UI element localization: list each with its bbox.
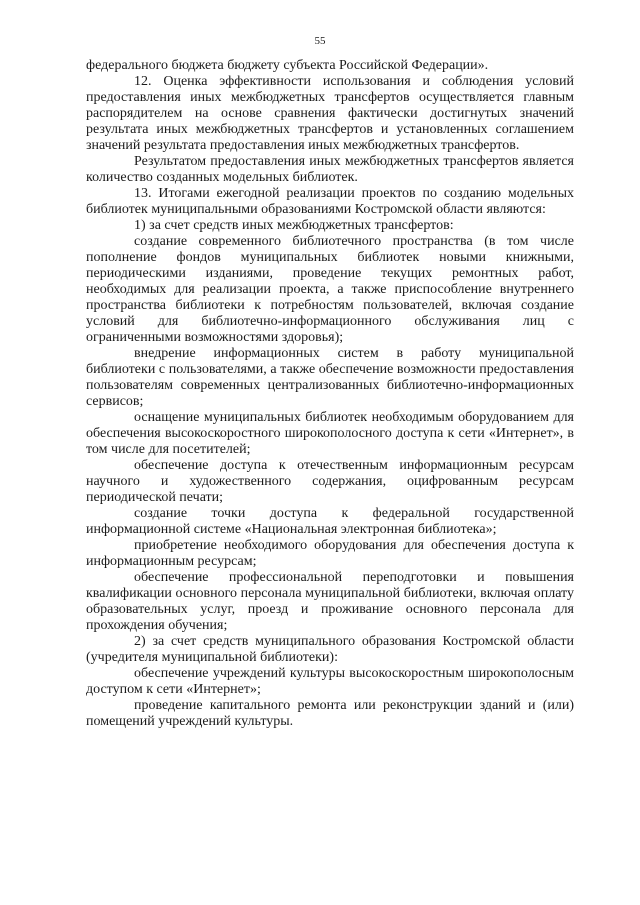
paragraph-equipment-purchase: приобретение необходимого оборудования для обеспечения доступа к информационным ресурсам;	[86, 538, 574, 569]
paragraph-subitem-2: 2) за счет средств муниципального образования Костромской области (учредителя муниципальной библиотеки):	[86, 634, 574, 665]
paragraph-subitem-1: 1) за счет средств иных межбюджетных трансфертов:	[134, 218, 454, 233]
paragraph-item-12: 12. Оценка эффективности использования и соблюдения условий предоставления иных межбюджетных трансфертов осуществляется главным распорядителем на основе сравнения фактически достигнутых значений результата иных межбюджетных трансфертов и установленных соглашением значений результата предоставления иных межбюджетных трансфертов.	[86, 74, 574, 153]
page-number: 55	[314, 35, 326, 47]
paragraph-item-13: 13. Итогами ежегодной реализации проектов по созданию модельных библиотек муниципальными образованиями Костромской области являются:	[86, 186, 574, 217]
paragraph-resource-access: обеспечение доступа к отечественным информационным ресурсам научного и художественного содержания, оцифрованным ресурсам периодической печати;	[86, 458, 574, 505]
paragraph-result: Результатом предоставления иных межбюджетных трансфертов является количество созданных модельных библиотек.	[86, 154, 574, 185]
paragraph-info-systems: внедрение информационных систем в работу муниципальной библиотеки с пользователями, а также обеспечение возможности предоставления пользователям современных централизованных библиотечно-информационных сервисов;	[86, 346, 574, 409]
paragraph-access-point: создание точки доступа к федеральной государственной информационной системе «Национальная электронная библиотека»;	[86, 506, 574, 537]
paragraph-capital-repair: проведение капитального ремонта или реконструкции зданий и (или) помещений учреждений культуры.	[86, 698, 574, 729]
paragraph-continuation: федерального бюджета бюджету субъекта Российской Федерации».	[86, 58, 489, 73]
paragraph-equipment-internet: оснащение муниципальных библиотек необходимым оборудованием для обеспечения высокоскоростного широкополосного доступа к сети «Интернет», в том числе для посетителей;	[86, 410, 574, 457]
paragraph-staff-training: обеспечение профессиональной переподготовки и повышения квалификации основного персонала муниципальной библиотеки, включая оплату образовательных услуг, проезд и проживание основного персонала для прохождения обучения;	[86, 570, 574, 633]
paragraph-broadband: обеспечение учреждений культуры высокоскоростным широкополосным доступом к сети «Интернет»;	[86, 666, 574, 697]
paragraph-library-space: создание современного библиотечного пространства (в том числе пополнение фондов муниципальных библиотек новыми книжными, периодическими изданиями, проведение текущих ремонтных работ, необходимых для реализации проекта, а также приспособление внутреннего пространства библиотеки к потребностям пользователей, включая создание условий для библиотечно-информационного обслуживания лиц с ограниченными возможностями здоровья);	[86, 234, 574, 345]
document-body	[86, 58, 574, 730]
